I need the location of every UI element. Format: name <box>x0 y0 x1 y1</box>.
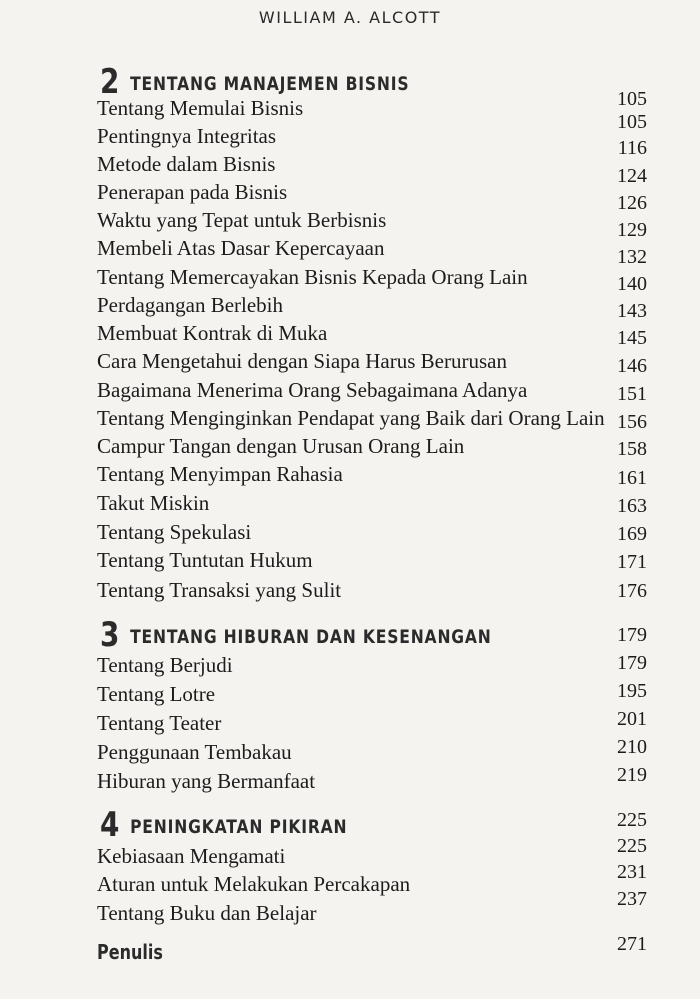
author-section-page: 271 <box>617 933 647 955</box>
toc-entry: Tentang Teater <box>97 711 222 735</box>
chapter-number: 2 <box>100 62 121 102</box>
toc-page-number: 195 <box>617 680 647 702</box>
toc-entry: Penerapan pada Bisnis <box>97 180 288 204</box>
toc-entry: Membeli Atas Dasar Kepercayaan <box>97 236 385 260</box>
toc-page-number: 179 <box>617 652 647 674</box>
toc-entry: Bagaimana Menerima Orang Sebagaimana Adanya <box>97 378 528 402</box>
toc-page-number: 129 <box>617 219 647 241</box>
toc-entry: Tentang Menginginkan Pendapat yang Baik dari Orang Lain <box>97 406 605 430</box>
toc-page-number: 126 <box>617 192 647 214</box>
toc-entry: Aturan untuk Melakukan Percakapan <box>97 872 411 896</box>
toc-entry: Tentang Buku dan Belajar <box>97 901 317 925</box>
toc-page-number: 171 <box>617 551 647 573</box>
toc-page-number: 145 <box>617 327 647 349</box>
toc-page-number: 132 <box>617 246 647 268</box>
toc-entry: Metode dalam Bisnis <box>97 152 276 176</box>
toc-page-number: 156 <box>617 411 647 433</box>
toc-page-number: 124 <box>617 165 647 187</box>
toc-page-number: 231 <box>617 861 647 883</box>
toc-entry: Tentang Transaksi yang Sulit <box>97 578 342 602</box>
toc-entry: Membuat Kontrak di Muka <box>97 321 328 345</box>
running-head: WILLIAM A. ALCOTT <box>258 8 442 27</box>
toc-entry: Perdagangan Berlebih <box>97 293 284 317</box>
toc-page-number: 161 <box>617 467 647 489</box>
toc-page-number: 210 <box>617 736 647 758</box>
toc-page-number: 151 <box>617 383 647 405</box>
toc-entry: Waktu yang Tepat untuk Berbisnis <box>97 208 387 232</box>
toc-entry: Tentang Berjudi <box>97 653 233 677</box>
toc-page-number: 163 <box>617 495 647 517</box>
toc-entry: Tentang Spekulasi <box>97 520 252 544</box>
toc-entry: Takut Miskin <box>97 491 210 515</box>
toc-page-number: 105 <box>617 111 647 133</box>
toc-page-number: 116 <box>617 137 647 159</box>
toc-entry: Cara Mengetahui dengan Siapa Harus Berurusan <box>97 349 507 373</box>
toc-entry: Tentang Menyimpan Rahasia <box>97 462 343 486</box>
toc-entry: Pentingnya Integritas <box>97 124 277 148</box>
author-section-title: Penulis <box>97 940 163 964</box>
chapter-number: 3 <box>100 615 121 655</box>
chapter-title: TENTANG MANAJEMEN BISNIS <box>130 73 410 95</box>
chapter-title: TENTANG HIBURAN DAN KESENANGAN <box>130 626 492 648</box>
chapter-page: 179 <box>617 624 647 646</box>
toc-entry: Tentang Tuntutan Hukum <box>97 548 313 572</box>
toc-entry: Tentang Memercayakan Bisnis Kepada Orang Lain <box>97 265 528 289</box>
toc-entry: Kebiasaan Mengamati <box>97 844 286 868</box>
chapter-title: PENINGKATAN PIKIRAN <box>130 816 348 838</box>
chapter-page: 105 <box>617 88 647 110</box>
toc-page-number: 201 <box>617 708 647 730</box>
toc-page-number: 176 <box>617 580 647 602</box>
toc-entry: Tentang Lotre <box>97 682 216 706</box>
chapter-heading <box>100 615 492 655</box>
toc-page-number: 143 <box>617 300 647 322</box>
toc-page-number: 146 <box>617 355 647 377</box>
toc-page-number: 225 <box>617 835 647 857</box>
toc-entry: Tentang Memulai Bisnis <box>97 96 304 120</box>
toc-entry: Hiburan yang Bermanfaat <box>97 769 316 793</box>
toc-page-number: 169 <box>617 523 647 545</box>
toc-page-number: 158 <box>617 438 647 460</box>
toc-entry: Penggunaan Tembakau <box>97 740 292 764</box>
chapter-page: 225 <box>617 809 647 831</box>
toc-entry: Campur Tangan dengan Urusan Orang Lain <box>97 434 465 458</box>
toc-page-number: 237 <box>617 888 647 910</box>
chapter-number: 4 <box>100 805 121 845</box>
chapter-heading <box>100 805 347 845</box>
toc-page-number: 219 <box>617 764 647 786</box>
toc-page-number: 140 <box>617 273 647 295</box>
